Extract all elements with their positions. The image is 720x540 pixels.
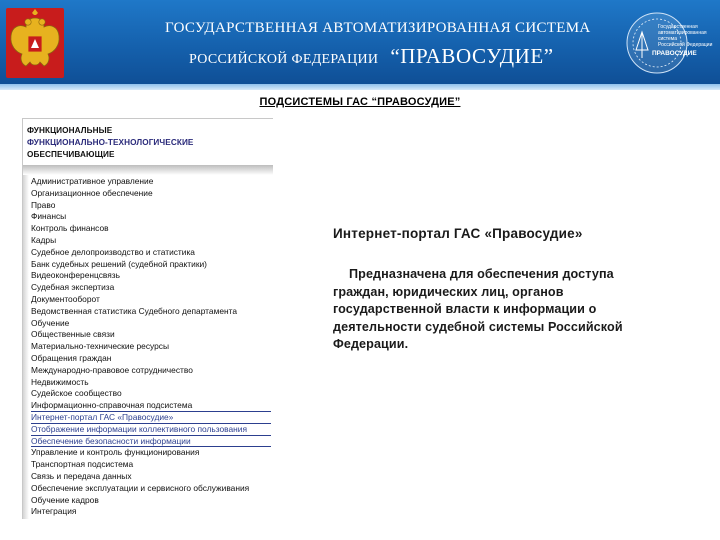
gas-pravosudie-logo-icon	[622, 10, 713, 76]
subsystems-table	[22, 118, 273, 519]
list-item: Связь и передача данных	[31, 470, 132, 481]
list-item: Обеспечение безопасности информации	[31, 436, 271, 448]
list-item: Право	[31, 199, 56, 210]
list-item: Недвижимость	[31, 376, 89, 387]
portal-description: Предназначена для обеспечения доступа граждан, юридических лиц, органов государственной власти к информации о деятельности судебной системы Российской Федерации.	[333, 267, 623, 351]
list-item: Судейское сообщество	[31, 388, 122, 399]
logo-line-2: автоматизированная	[658, 30, 707, 36]
list-item-selected-portal: Интернет-портал ГАС «Правосудие»	[31, 412, 271, 424]
logo-line-4: Российской Федерации	[658, 42, 713, 48]
coat-of-arms-icon	[6, 8, 64, 78]
list-item: Финансы	[31, 211, 67, 222]
list-item: Обучение кадров	[31, 494, 99, 505]
logo-line-3: система	[658, 36, 678, 42]
list-item: Транспортная подсистема	[31, 459, 134, 470]
list-item: Отображение информации коллективного пользования	[31, 424, 271, 436]
logo-line-1: Государственная	[658, 24, 698, 30]
list-item: Обучение	[31, 317, 70, 328]
header-title-country: РОССИЙСКОЙ ФЕДЕРАЦИИ	[189, 52, 379, 67]
list-item: Банк судебных решений (судебной практики)	[31, 258, 207, 269]
list-item: Видеоконференцсвязь	[31, 270, 120, 281]
list-item: Международно-правовое сотрудничество	[31, 364, 193, 375]
list-item: Документооборот	[31, 293, 100, 304]
list-item: Судебное делопроизводство и статистика	[31, 246, 195, 257]
header-title-line2	[189, 44, 554, 69]
list-item: Административное управление	[31, 176, 154, 186]
header-banner	[0, 0, 720, 84]
header-divider	[0, 84, 720, 90]
list-item: Обращения граждан	[31, 352, 112, 363]
list-item: Обеспечение эксплуатации и сервисного обслуживания	[31, 482, 250, 493]
logo-line-5: ПРАВОСУДИЕ	[652, 50, 697, 57]
category-supporting: ОБЕСПЕЧИВАЮЩИЕ	[27, 150, 115, 159]
list-item: Ведомственная статистика Судебного департамента	[31, 305, 238, 316]
slide-title: ПОДСИСТЕМЫ ГАС “ПРАВОСУДИЕ”	[259, 96, 461, 108]
subsystem-list	[31, 176, 271, 518]
list-item: Информационно-справочная подсистема	[31, 400, 271, 412]
portal-title: Интернет-портал ГАС «Правосудие»	[333, 226, 583, 241]
list-item: Кадры	[31, 234, 57, 245]
category-functional-technological: ФУНКЦИОНАЛЬНО-ТЕХНОЛОГИЧЕСКИЕ	[27, 138, 194, 147]
list-item: Управление и контроль функционирования	[31, 447, 200, 458]
list-item: Материально-технические ресурсы	[31, 341, 169, 352]
list-item: Интеграция	[31, 506, 77, 517]
header-title-system-name: “ПРАВОСУДИЕ”	[390, 44, 554, 68]
header-title-line1: ГОСУДАРСТВЕННАЯ АВТОМАТИЗИРОВАННАЯ СИСТЕМА	[165, 20, 591, 36]
list-item: Организационное обеспечение	[31, 187, 153, 198]
table-header-shadow	[23, 165, 273, 175]
list-item: Судебная экспертиза	[31, 282, 115, 293]
category-functional: ФУНКЦИОНАЛЬНЫЕ	[27, 126, 113, 135]
table-left-shadow	[23, 175, 29, 519]
list-item: Контроль финансов	[31, 223, 109, 234]
list-item: Общественные связи	[31, 329, 115, 340]
